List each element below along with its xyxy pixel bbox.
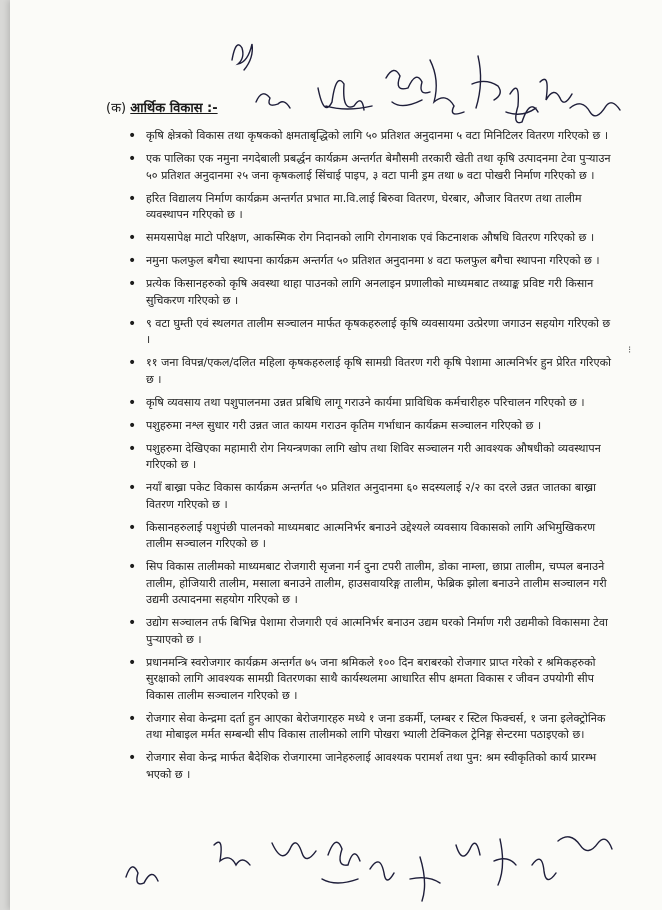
list-item: • प्रत्येक किसानहरुको कृषि अवस्था थाहा पाउनको लागि अनलाइन प्रणालीको माध्यमबाट तथ्याङ्क प्रविष्ट गरी किसान सुचिकरण गरिएको छ ।	[128, 276, 616, 309]
list-item: • हरित विद्यालय निर्माण कार्यक्रम अन्तर्गत प्रभात मा.वि.लाई बिरुवा वितरण, घेरबार, औजार वितरण तथा तालीम व्यवस्थापन गरिएको छ ।	[128, 191, 616, 224]
list-item: • प्रधानमन्त्रि स्वरोजगार कार्यक्रम अन्तर्गत ७५ जना श्रमिकले १०० दिन बराबरको रोजगार प्राप्त गरेको र श्रमिकहरुको सुरक्षाको लागि आवश्यक सामग्री वितरणका साथै कार्यस्थलमा आधारित सीप क्षमता विकास र जीवन उपयोगी सीप विकास तालीम सञ्चालन गरिएको छ ।	[128, 655, 616, 705]
list-item: • कृषि व्यवसाय तथा पशुपालनमा उन्नत प्रबिधि लागू गराउने कार्यमा प्राविधिक कर्मचारीहरु परिचालन गरिएको छ ।	[128, 395, 616, 412]
signature-scribbles-bottom	[10, 815, 662, 910]
list-item: • नमुना फलफुल बगैचा स्थापना कार्यक्रम अन्तर्गत ५० प्रतिशत अनुदानमा ४ वटा फलफुल बगैचा स्थापना गरिएको छ ।	[128, 253, 616, 270]
list-item: • उद्योग सञ्चालन तर्फ बिभिन्न पेशामा रोजगारी एवं आत्मनिर्भर बनाउन उद्यम घरको निर्माण गरी उद्यमीको विकासमा टेवा पुऱ्याएको छ ।	[128, 615, 616, 648]
list-item: • समयसापेक्ष माटो परिक्षण, आकस्मिक रोग निदानको लागि रोगनाशक एवं किटनाशक औषधि वितरण गरिएको छ ।	[128, 230, 616, 247]
list-item: • पशुहरुमा देखिएका महामारी रोग नियन्त्रणका लागि खोप तथा शिविर सञ्चालन गरी आवश्यक औषधीको व्यवस्थापन गरिएको छ ।	[128, 441, 616, 474]
list-item: • सिप विकास तालीमको माध्यमबाट रोजगारी सृजना गर्न दुना टपरी तालीम, डोका नाम्ला, छाप्रा तालीम, चप्पल बनाउने तालीम, होजियारी तालीम, मसाला बनाउने तालीम, हाउसवायरिङ्ग तालीम, फेब्रिक झोला बनाउने तालीम सञ्चालन गरी उद्यमी उत्पादनमा सहयोग गरिएको छ ।	[128, 559, 616, 609]
section-title: आर्थिक विकास :-	[130, 101, 218, 116]
document-page	[10, 0, 662, 910]
list-item: • ११ जना विपन्न/एकल/दलित महिला कृषकहरुलाई कृषि सामग्री वितरण गरी कृषि पेशामा आत्मनिर्भर हुन प्रेरित गरिएको छ ।	[128, 355, 616, 388]
margin-tick-mark: ⁝	[628, 345, 632, 356]
top-signatures	[10, 20, 662, 135]
list-item: • रोजगार सेवा केन्द्र मार्फत बैदेशिक रोजगारमा जानेहरुलाई आवश्यक परामर्श तथा पुन: श्रम स्वीकृतिको कार्य प्रारम्भ भएको छ ।	[128, 750, 616, 783]
list-item: • कृषि क्षेत्रको विकास तथा कृषकको क्षमताबृद्धिको लागि ५० प्रतिशत अनुदानमा ५ वटा मिनिटिलर वितरण गरिएको छ ।	[128, 128, 616, 145]
list-item: • नयाँ बाख्रा पकेट विकास कार्यक्रम अन्तर्गत ५० प्रतिशत अनुदानमा ६० सदस्यलाई २/२ का दरले उन्नत जातका बाख्रा वितरण गरिएको छ ।	[128, 480, 616, 513]
achievements-list	[128, 128, 616, 790]
list-item: • ९ वटा घुम्ती एवं स्थलगत तालीम सञ्चालन मार्फत कृषकहरुलाई कृषि व्यवसायमा उत्प्रेरणा जगाउन सहयोग गरिएको छ ।	[128, 316, 616, 349]
bottom-signatures	[10, 815, 662, 910]
list-item: • एक पालिका एक नमुना नगदेबाली प्रबर्द्धन कार्यक्रम अन्तर्गत बेमौसमी तरकारी खेती तथा कृषि उत्पादनमा टेवा पुऱ्याउन ५० प्रतिशत अनुदानमा २५ जना कृषकलाई सिंचाई पाइप, ३ वटा पानी ड्रम तथा ७ वटा पोखरी निर्माण गरिएको छ ।	[128, 151, 616, 184]
section-prefix: (क)	[106, 101, 127, 116]
list-item: • रोजगार सेवा केन्द्रमा दर्ता हुन आएका बेरोजगारहरु मध्ये १ जना डकर्मी, प्लम्बर र स्टिल फिक्चर्स, १ जना इलेक्ट्रोनिक तथा मोबाइल मर्मत सम्बन्धी सीप विकास तालीमको लागि पोखरा भ्याली टेक्निकल ट्रेनिङ्ग सेन्टरमा पठाइएको छ।	[128, 711, 616, 744]
signature-scribbles-top	[10, 20, 662, 135]
list-item: • पशुहरुमा नश्ल सुधार गरी उन्नत जात कायम गराउन कृतिम गर्भाधान कार्यक्रम सञ्चालन गरिएको छ ।	[128, 418, 616, 435]
list-item: • किसानहरुलाई पशुपंछी पालनको माध्यमबाट आत्मनिर्भर बनाउने उद्देश्यले व्यवसाय विकासको लागि अभिमुखिकरण तालीम सञ्चालन गरिएको छ ।	[128, 520, 616, 553]
section-heading	[106, 98, 218, 116]
